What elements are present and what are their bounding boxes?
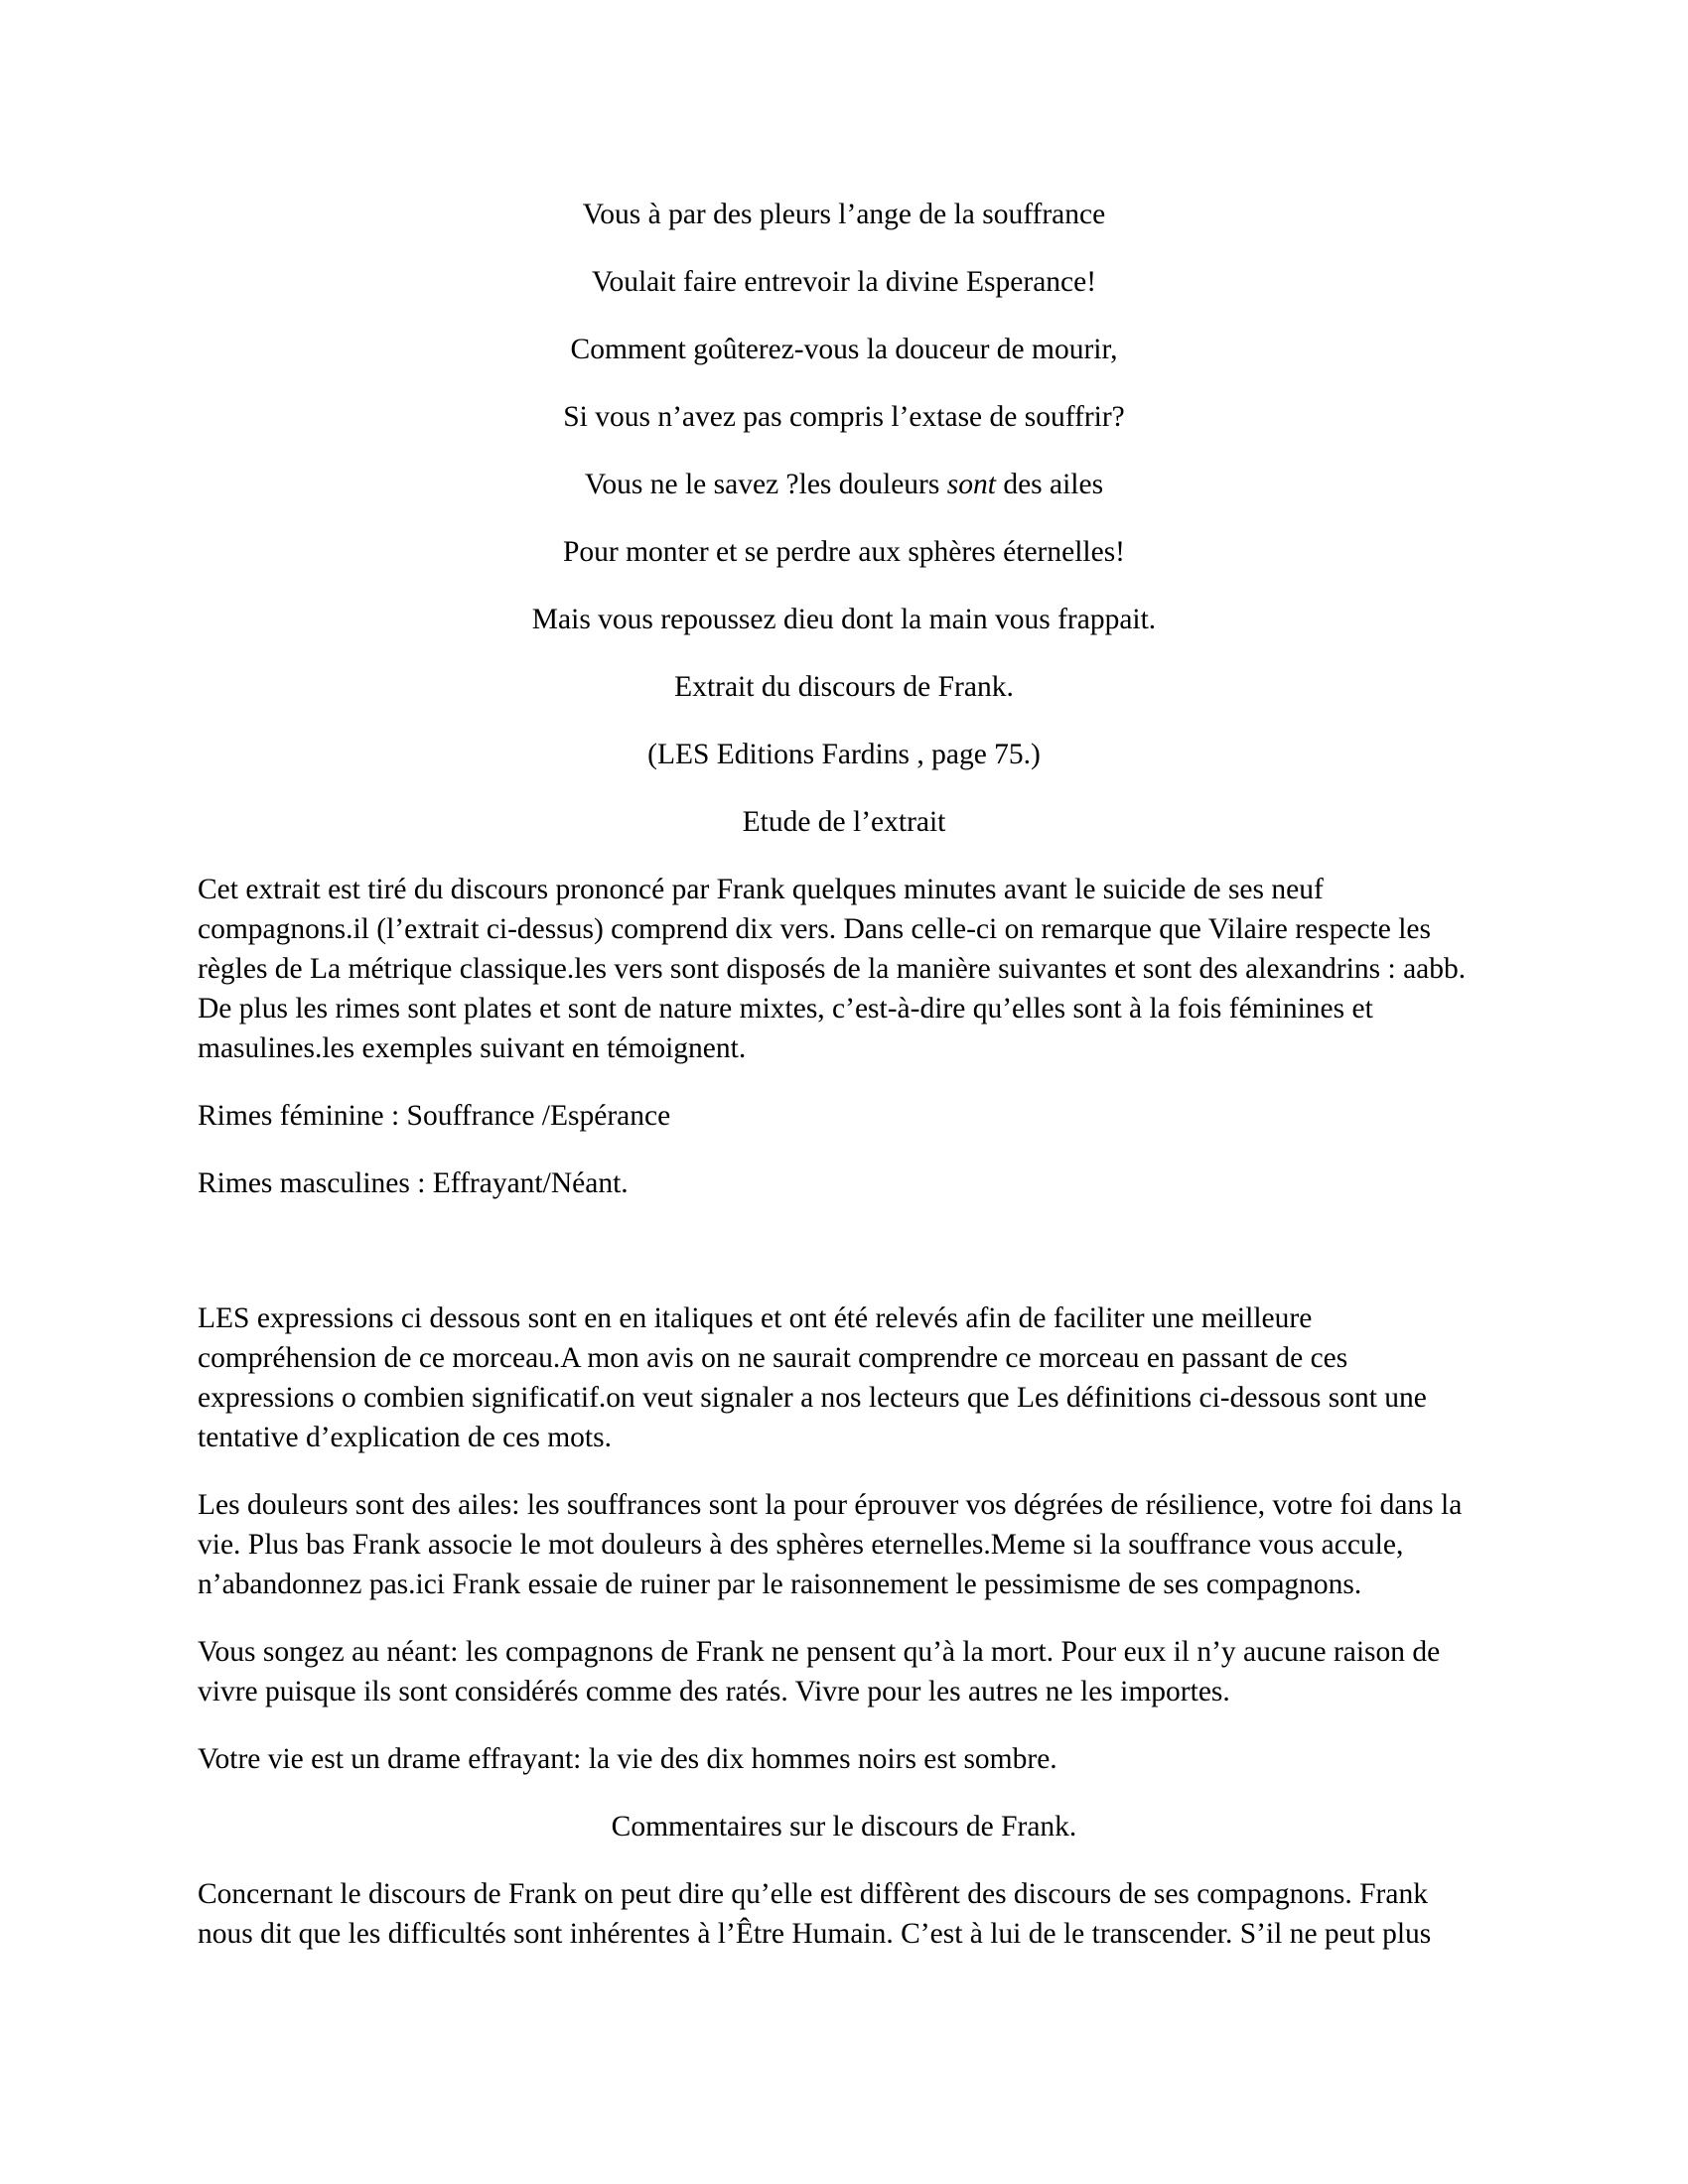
commentary-heading: Commentaires sur le discours de Frank. — [611, 1811, 1077, 1843]
poem-line-5-italic-word: sont — [946, 469, 996, 500]
poem-line-6: Pour monter et se perdre aux sphères éternelles! — [562, 536, 1126, 568]
definition-neant: Vous songez au néant: les compagnons de Frank ne pensent qu’à la mort. Pour eux il n’y aucune raison de vivre puisque ils sont considérés comme des ratés. Vivre pour les autres ne les importes. — [198, 1636, 1441, 1707]
rhymes-feminine: Rimes féminine : Souffrance /Espérance — [198, 1100, 671, 1132]
poem-line-7: Mais vous repoussez dieu dont la main vous frappait. — [531, 604, 1157, 635]
study-intro-paragraph: Cet extrait est tiré du discours prononcé par Frank quelques minutes avant le suicide de ses neuf compagnons.il (l’extrait ci-dessus) comprend dix vers. Dans celle-ci on remarque que Vilaire respecte les règles de La métrique classique.les vers sont disposés de la manière suivantes et sont des alexandrins : aabb. De plus les rimes sont plates et sont de nature mixtes, c’est-à-dire qu’elles sont à la fois féminines et masulines.les exemples suivant en témoignent. — [198, 874, 1467, 1064]
document-page — [198, 195, 1490, 1954]
poem-line-1: Vous à par des pleurs l’ange de la souffrance — [582, 199, 1106, 230]
source-caption: Extrait du discours de Frank. — [674, 671, 1014, 703]
poem-line-5 — [198, 465, 1490, 504]
study-heading: Etude de l’extrait — [742, 806, 946, 838]
expressions-intro-paragraph: LES expressions ci dessous sont en en italiques et ont été relevés afin de faciliter une meilleure compréhension de ce morceau.A mon avis on ne saurait comprendre ce morceau en passant de ces expressions o combien significatif.on veut signaler a nos lecteurs que Les définitions ci-dessous sont une tentative d’explication de ces mots. — [198, 1302, 1427, 1453]
definition-douleurs: Les douleurs sont des ailes: les souffrances sont la pour éprouver vos dégrées de résilience, votre foi dans la vie. Plus bas Frank associe le mot douleurs à des sphères eternelles.Meme si la souffrance vous accule, n’abandonnez pas.ici Frank essaie de ruiner par le raisonnement le pessimisme de ses compagnons. — [198, 1489, 1463, 1600]
poem-line-3: Comment goûterez-vous la douceur de mourir, — [570, 334, 1118, 365]
definition-drame: Votre vie est un drame effrayant: la vie des dix hommes noirs est sombre. — [198, 1743, 1057, 1775]
blank-line — [198, 1231, 1490, 1298]
poem-line-4: Si vous n’avez pas compris l’extase de souffrir? — [563, 401, 1125, 433]
commentary-paragraph: Concernant le discours de Frank on peut dire qu’elle est diffèrent des discours de ses compagnons. Frank nous dit que les difficultés sont inhérentes à l’Être Humain. C’est à lui de le transcender. S’il ne peut plus — [198, 1878, 1432, 1950]
poem-line-2: Voulait faire entrevoir la divine Esperance! — [591, 266, 1097, 298]
source-reference: (LES Editions Fardins , page 75.) — [647, 739, 1041, 770]
poem-line-5-end: des ailes — [995, 469, 1104, 500]
rhymes-masculine: Rimes masculines : Effrayant/Néant. — [198, 1167, 629, 1199]
poem-line-5-start: Vous ne le savez ?les douleurs — [584, 469, 947, 500]
